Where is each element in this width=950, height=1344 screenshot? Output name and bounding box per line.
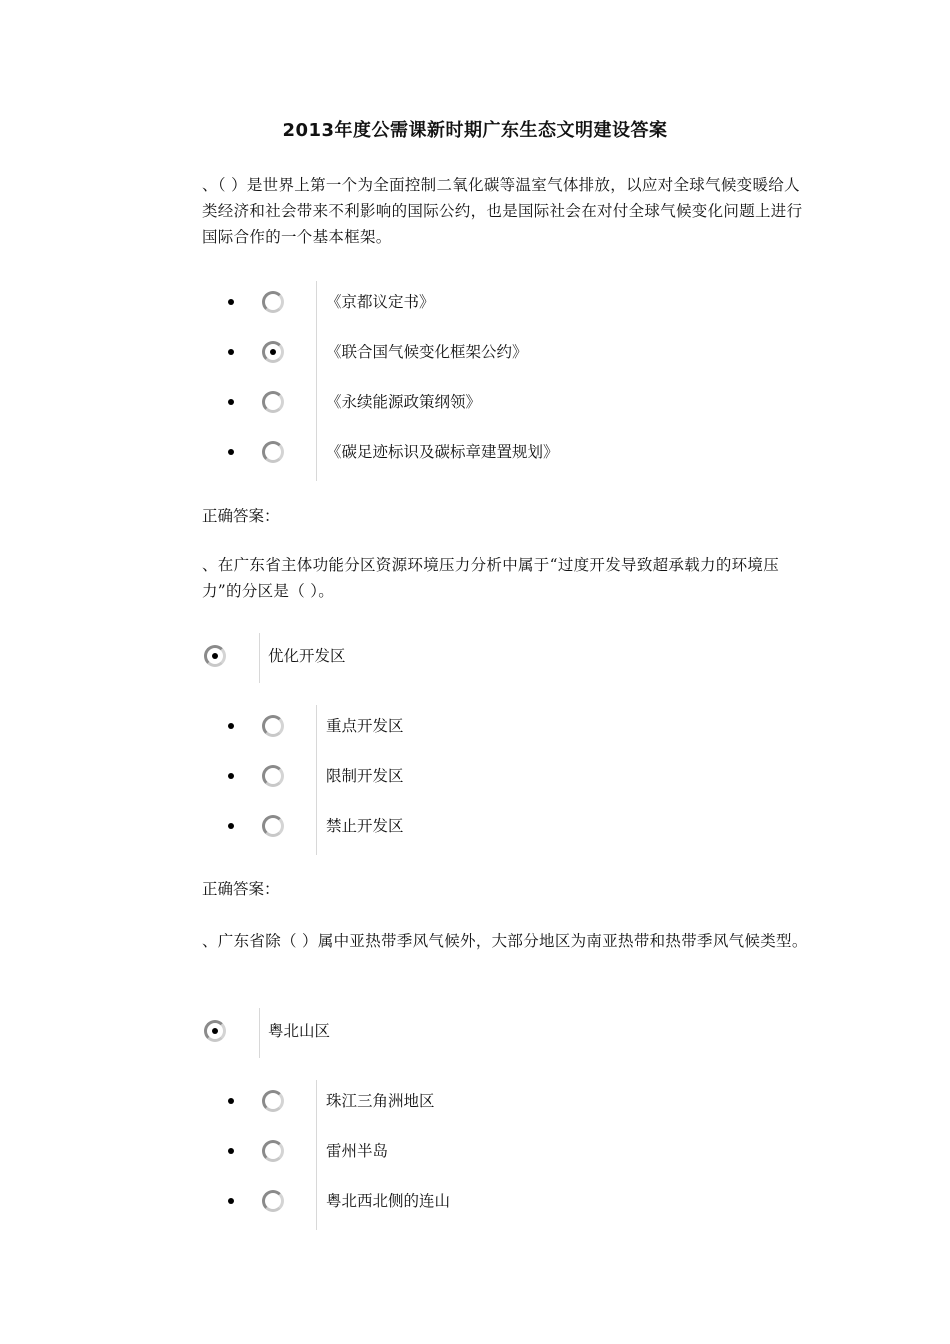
option-label: 优化开发区 <box>268 647 346 665</box>
bullet-icon <box>228 823 234 829</box>
radio-unselected-icon[interactable] <box>262 391 284 413</box>
correct-answer-label: 正确答案： <box>202 507 280 525</box>
option-divider <box>259 1008 260 1058</box>
radio-dot-icon <box>212 1028 218 1034</box>
bullet-icon <box>228 399 234 405</box>
correct-answer-label: 正确答案： <box>202 880 280 898</box>
option-label: 粤北山区 <box>268 1022 331 1040</box>
radio-unselected-icon[interactable] <box>262 291 284 313</box>
radio-dot-icon <box>212 653 218 659</box>
option-label: 《永续能源政策纲领》 <box>326 393 482 411</box>
q1-option-4[interactable] <box>228 431 788 481</box>
bullet-icon <box>228 1098 234 1104</box>
option-label: 雷州半岛 <box>326 1142 389 1160</box>
option-divider <box>316 1180 317 1230</box>
page-title: 2013年度公需课新时期广东生态文明建设答案 <box>282 120 668 141</box>
option-divider <box>259 633 260 683</box>
bullet-icon <box>228 349 234 355</box>
radio-selected-icon[interactable] <box>204 1020 226 1042</box>
q2-option-3[interactable] <box>228 805 788 855</box>
option-label: 禁止开发区 <box>326 817 404 835</box>
radio-selected-icon[interactable] <box>262 341 284 363</box>
option-divider <box>316 381 317 431</box>
bullet-icon <box>228 1198 234 1204</box>
option-divider <box>316 755 317 805</box>
q2-option-1[interactable] <box>228 705 788 755</box>
q3-option-2[interactable] <box>228 1130 788 1180</box>
q3-standalone-option[interactable] <box>204 1008 764 1058</box>
option-label: 《京都议定书》 <box>326 293 435 311</box>
option-label: 《联合国气候变化框架公约》 <box>326 343 528 361</box>
option-divider <box>316 431 317 481</box>
radio-unselected-icon[interactable] <box>262 1190 284 1212</box>
option-divider <box>316 705 317 755</box>
radio-unselected-icon[interactable] <box>262 1140 284 1162</box>
radio-unselected-icon[interactable] <box>262 815 284 837</box>
q1-option-3[interactable] <box>228 381 788 431</box>
q3-option-3[interactable] <box>228 1180 788 1230</box>
option-label: 限制开发区 <box>326 767 404 785</box>
radio-dot-icon <box>270 349 276 355</box>
radio-unselected-icon[interactable] <box>262 715 284 737</box>
q1-option-1[interactable] <box>228 281 788 331</box>
option-label: 珠江三角洲地区 <box>326 1092 435 1110</box>
bullet-icon <box>228 449 234 455</box>
bullet-icon <box>228 723 234 729</box>
question-3-text: 、广东省除（ ）属中亚热带季风气候外，大部分地区为南亚热带和热带季风气候类型。 <box>202 932 808 950</box>
radio-unselected-icon[interactable] <box>262 1090 284 1112</box>
q2-option-2[interactable] <box>228 755 788 805</box>
radio-selected-icon[interactable] <box>204 645 226 667</box>
q3-option-1[interactable] <box>228 1080 788 1130</box>
question-1-text: 、（ ）是世界上第一个为全面控制二氧化碳等温室气体排放，以应对全球气候变暖给人类经济和社会带来不利影响的国际公约，也是国际社会在对付全球气候变化问题上进行国际合作的一个基本框架。 <box>202 176 803 246</box>
option-label: 粤北西北侧的连山 <box>326 1192 451 1210</box>
radio-unselected-icon[interactable] <box>262 765 284 787</box>
bullet-icon <box>228 773 234 779</box>
bullet-icon <box>228 299 234 305</box>
option-divider <box>316 331 317 381</box>
radio-unselected-icon[interactable] <box>262 441 284 463</box>
question-2-text: 、在广东省主体功能分区资源环境压力分析中属于“过度开发导致超承载力的环境压力”的分区是（ ）。 <box>202 556 780 600</box>
option-divider <box>316 1130 317 1180</box>
bullet-icon <box>228 1148 234 1154</box>
option-label: 重点开发区 <box>326 717 404 735</box>
option-divider <box>316 281 317 331</box>
option-label: 《碳足迹标识及碳标章建置规划》 <box>326 443 559 461</box>
q2-standalone-option[interactable] <box>204 633 764 683</box>
q1-option-2[interactable] <box>228 331 788 381</box>
option-divider <box>316 1080 317 1130</box>
option-divider <box>316 805 317 855</box>
